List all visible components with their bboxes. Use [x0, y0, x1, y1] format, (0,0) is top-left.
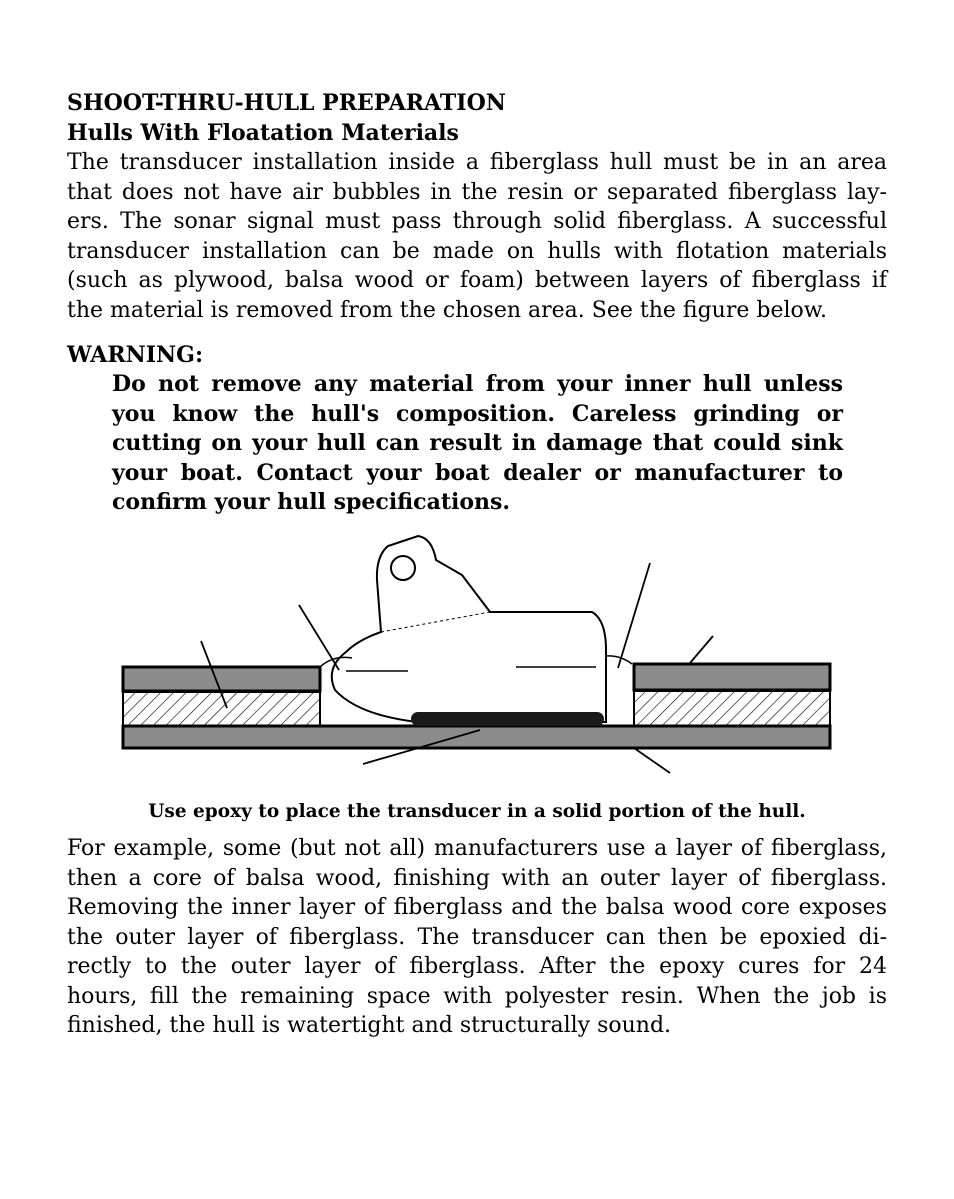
warning-line: Do not remove any material from your inner hull unless — [112, 371, 843, 397]
intro-line: the material is removed from the chosen area. See the figure below. — [67, 297, 827, 323]
intro-paragraph — [67, 148, 887, 325]
intro-line: transducer installation can be made on hulls with flotation materials — [67, 238, 887, 264]
body-line: hours, fill the remaining space with polyester resin. When the job is — [67, 983, 887, 1009]
figure-caption: Use epoxy to place the transducer in a solid portion of the hull. — [148, 801, 806, 822]
body-line: For example, some (but not all) manufacturers use a layer of fiberglass, — [67, 836, 887, 861]
warning-line: cutting on your hull can result in damage that could sink — [112, 430, 843, 456]
left-inner-fiberglass-layer — [123, 667, 320, 691]
transducer-parting-line — [381, 612, 490, 632]
callout-line — [363, 730, 480, 764]
body-paragraph — [67, 834, 887, 1041]
body-line: Removing the inner layer of fiberglass and the balsa wood core exposes — [67, 895, 887, 920]
intro-line: ers. The sonar signal must pass through solid fiberglass. A successful — [67, 209, 887, 234]
body-line: then a core of balsa wood, finishing with an outer layer of fiberglass. — [67, 865, 887, 891]
warning-text — [112, 370, 843, 518]
warning-line: your boat. Contact your boat dealer or manufacturer to — [112, 459, 843, 486]
outer-fiberglass-layer — [123, 726, 830, 748]
resin-fill-left — [320, 657, 352, 667]
intro-line: (such as plywood, balsa wood or foam) between layers of fiberglass if — [67, 268, 887, 293]
body-line: rectly to the outer layer of fiberglass. After the epoxy cures for 24 — [67, 954, 887, 979]
resin-fill-right — [606, 656, 632, 664]
callout-line — [634, 748, 670, 773]
left-balsa-core — [123, 692, 320, 726]
callout-line — [690, 636, 713, 663]
warning-title: WARNING: — [67, 342, 204, 368]
intro-line: The transducer installation inside a fiberglass hull must be in an area — [67, 150, 887, 175]
callout-line — [299, 605, 339, 670]
document-body — [67, 88, 887, 518]
right-inner-fiberglass-layer — [634, 664, 830, 690]
section-subtitle: Hulls With Floatation Materials — [67, 120, 459, 146]
warning-line: confirm your hull specifications. — [112, 489, 511, 515]
epoxy-layer — [411, 712, 604, 726]
warning-line: you know the hull's composition. Careless grinding or — [112, 400, 843, 427]
intro-line: that does not have air bubbles in the resin or separated fiberglass lay- — [67, 179, 887, 205]
callout-line — [201, 641, 227, 708]
body-line: the outer layer of fiberglass. The transducer can then be epoxied di- — [67, 924, 887, 950]
callout-line — [618, 563, 650, 668]
section-title: SHOOT-THRU-HULL PREPARATION — [67, 90, 506, 116]
body-line: finished, the hull is watertight and structurally sound. — [67, 1013, 672, 1038]
transducer — [332, 536, 606, 722]
right-balsa-core — [634, 691, 830, 726]
